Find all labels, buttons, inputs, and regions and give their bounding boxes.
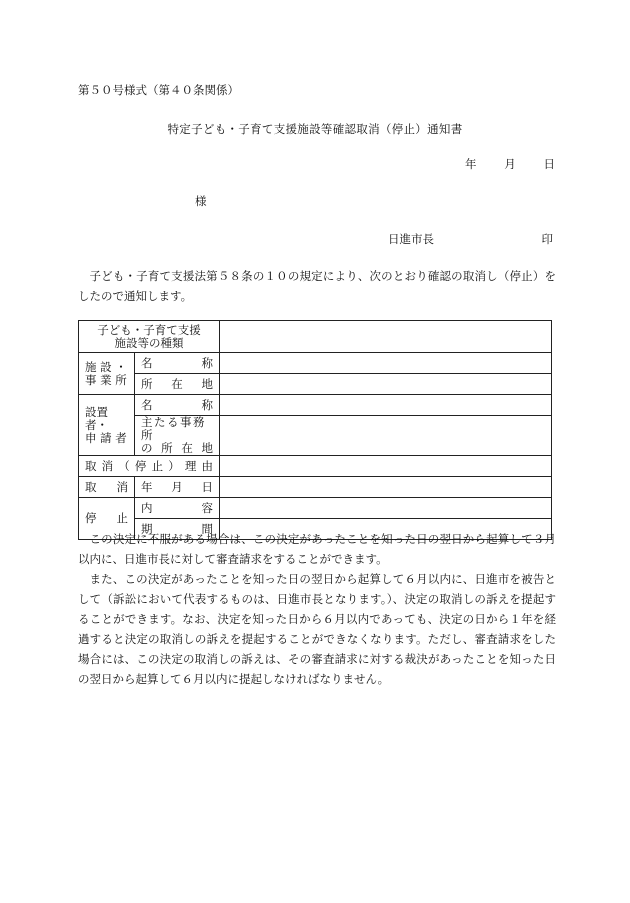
intro-paragraph xyxy=(78,266,556,306)
reason-label-char: 消 xyxy=(101,458,114,473)
reason-value[interactable] xyxy=(220,456,552,477)
founder-label-line1: 設置者・ xyxy=(85,404,108,432)
cancel-date-char: 月 xyxy=(171,479,183,494)
reason-label-char: 停 xyxy=(134,458,147,473)
suspend-content-value[interactable] xyxy=(220,498,552,519)
reason-label xyxy=(79,456,220,477)
facility-label xyxy=(79,353,135,395)
cancel-date-label xyxy=(135,477,220,498)
founder-label xyxy=(79,395,135,456)
facility-name-label-char: 称 xyxy=(201,355,213,370)
intro-text: 子ども・子育て支援法第５８条の１０の規定により、次のとおり確認の取消し（停止）をしたので通知します。 xyxy=(78,269,556,303)
facility-type-line2: 施設等の種類 xyxy=(114,335,184,350)
cancel-label xyxy=(79,477,135,498)
reason-label-char: 取 xyxy=(85,458,97,473)
date-month-label: 月 xyxy=(504,157,516,171)
notes-section xyxy=(78,529,556,689)
reason-label-char: ） xyxy=(168,458,180,473)
cancel-date-char: 日 xyxy=(201,479,213,494)
founder-name-label-char: 名 xyxy=(141,397,153,412)
founder-label-line2: 申 請 者 xyxy=(85,430,127,445)
document-title: 特定子ども・子育て支援施設等確認取消（停止）通知書 xyxy=(167,122,463,136)
founder-office-char: 所 xyxy=(161,441,173,455)
facility-address-label-char: 所 xyxy=(141,376,153,391)
suspend-period-char: 期 xyxy=(141,521,153,536)
reason-label-char: 由 xyxy=(201,458,213,473)
facility-type-line1: 子ども・子育て支援 xyxy=(97,322,201,337)
cancel-date-char: 年 xyxy=(141,479,153,494)
cancel-label-char: 取 xyxy=(85,479,97,494)
form-number: 第５０号様式（第４０条関係） xyxy=(78,83,239,97)
date-year-label: 年 xyxy=(465,157,477,171)
reason-label-char: 止 xyxy=(151,458,164,473)
notice-table xyxy=(78,320,552,540)
facility-address-label-char: 地 xyxy=(201,376,213,391)
facility-address-label-char: 在 xyxy=(171,376,183,391)
seal-mark: 印 xyxy=(541,232,553,246)
founder-office-char: の xyxy=(141,441,153,455)
founder-name-value[interactable] xyxy=(220,395,552,416)
addressee-suffix: 様 xyxy=(195,194,207,208)
date-day-label: 日 xyxy=(543,157,555,171)
facility-name-label xyxy=(135,353,220,374)
suspend-content-char: 内 xyxy=(141,500,153,515)
note-lawsuit: また、この決定があったことを知った日の翌日から起算して６月以内に、日進市を被告として（訴訟において代表するものは、日進市長となります。）、決定の取消しの訴えを提起することができます。なお、決定を知った日から６月以内であっても、決定の日から１年を経過すると決定の取消しの訴えを提起することができなくなります。ただし、審査請求をした場合には、この決定の取消しの訴えは、その審査請求に対する裁決があったことを知った日の翌日から起算して６月以内に提起しなければなりません。 xyxy=(78,572,556,686)
founder-office-line1: 主たる事務所 xyxy=(141,415,206,442)
founder-office-label xyxy=(135,416,220,456)
facility-address-label xyxy=(135,374,220,395)
founder-office-char: 在 xyxy=(181,441,193,455)
founder-office-value[interactable] xyxy=(220,416,552,456)
note-appeal: この決定に不服がある場合は、この決定があったことを知った日の翌日から起算して３月以内に、日進市長に対して審査請求をすることができます。 xyxy=(78,532,556,566)
founder-name-label xyxy=(135,395,220,416)
date-line xyxy=(465,156,555,172)
suspend-content-label xyxy=(135,498,220,519)
facility-address-value[interactable] xyxy=(220,374,552,395)
cancel-date-value[interactable] xyxy=(220,477,552,498)
suspend-period-char: 間 xyxy=(201,521,213,536)
suspend-content-char: 容 xyxy=(201,500,213,515)
facility-label-line2: 事 業 所 xyxy=(85,372,127,387)
suspend-label-char: 止 xyxy=(116,511,128,525)
suspend-label-char: 停 xyxy=(85,511,97,525)
founder-office-char: 地 xyxy=(201,441,213,455)
facility-name-label-char: 名 xyxy=(141,355,153,370)
reason-label-char: （ xyxy=(118,458,130,473)
facility-type-label xyxy=(79,321,220,353)
issuer-line xyxy=(388,231,553,247)
facility-type-value[interactable] xyxy=(220,321,552,353)
cancel-label-char: 消 xyxy=(116,479,128,494)
facility-label-line1: 施 設 ・ xyxy=(85,359,127,374)
issuer-name: 日進市長 xyxy=(388,232,434,246)
reason-label-char: 理 xyxy=(184,458,197,473)
facility-name-value[interactable] xyxy=(220,353,552,374)
founder-name-label-char: 称 xyxy=(201,397,213,412)
